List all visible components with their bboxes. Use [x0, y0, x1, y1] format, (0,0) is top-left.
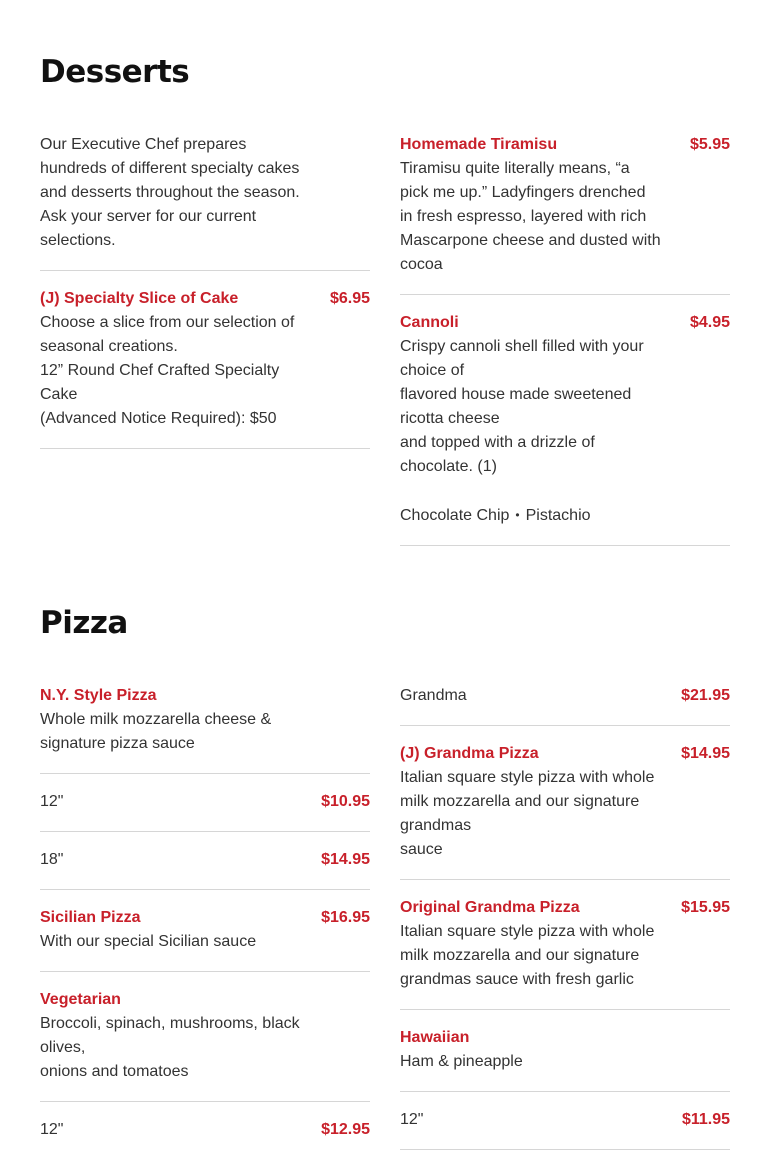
desserts-right-column [400, 133, 730, 562]
menu-item-j-grandma-pizza[interactable] [400, 742, 730, 880]
separator-dot-icon: • [515, 508, 520, 522]
item-description: Crispy cannoli shell filled with your choice of flavored house made sweetened ricotta cheese and topped with a drizzle of chocolate. (1) [400, 338, 644, 475]
desserts-section [40, 52, 730, 552]
option-chocolate-chip[interactable]: Chocolate Chip [400, 507, 510, 524]
item-description: With our special Sicilian sauce [40, 933, 257, 950]
menu-item-specialty-cake[interactable] [40, 287, 370, 449]
item-name: Sicilian Pizza [40, 909, 141, 926]
item-price: $4.95 [689, 314, 730, 331]
item-description: Italian square style pizza with whole milk mozzarella and our signature grandmas sauce [400, 769, 655, 858]
size-row[interactable] [40, 1118, 370, 1142]
menu-item-vegetarian[interactable] [40, 988, 370, 1102]
section-title-desserts: Desserts [40, 54, 190, 90]
item-name: (J) Grandma Pizza [400, 745, 539, 762]
size-label: 18" [40, 851, 64, 868]
item-description: Choose a slice from our selection of seasonal creations. 12” Round Chef Crafted Specialty Cake (Advanced Notice Required): $50 [40, 314, 295, 427]
item-name: Original Grandma Pizza [400, 899, 580, 916]
pizza-section [40, 603, 730, 1142]
option-pistachio[interactable]: Pistachio [525, 507, 591, 524]
item-price: $6.95 [329, 290, 370, 307]
item-description: Whole milk mozzarella cheese & signature pizza sauce [40, 711, 272, 752]
menu-item-cannoli[interactable] [400, 311, 730, 546]
item-description: Ham & pineapple [400, 1053, 523, 1070]
desserts-intro-text: Our Executive Chef prepares hundreds of different specialty cakes and desserts throughout the season. Ask your server for our current selections. [40, 136, 300, 249]
size-label: Grandma [400, 687, 467, 704]
menu-item-ny-style-pizza[interactable] [40, 684, 370, 774]
item-name: Homemade Tiramisu [400, 136, 558, 153]
item-name: Hawaiian [400, 1029, 470, 1046]
item-name: (J) Specialty Slice of Cake [40, 290, 239, 307]
size-price: $11.95 [681, 1111, 730, 1128]
item-description: Tiramisu quite literally means, “a pick me up.” Ladyfingers drenched in fresh espresso, layered with rich Mascarpone cheese and dusted with cocoa [400, 160, 661, 273]
item-price: $16.95 [321, 909, 370, 926]
desserts-intro [40, 133, 370, 271]
pizza-right-column [400, 684, 730, 1166]
size-price: $12.95 [321, 1121, 370, 1138]
menu-item-sicilian-pizza[interactable] [40, 906, 370, 972]
size-row[interactable] [40, 848, 370, 890]
item-name: Cannoli [400, 314, 459, 331]
size-row[interactable] [400, 1108, 730, 1150]
item-name: N.Y. Style Pizza [40, 687, 157, 704]
item-description: Broccoli, spinach, mushrooms, black olives, onions and tomatoes [40, 1015, 300, 1080]
menu-item-hawaiian[interactable] [400, 1026, 730, 1092]
item-name: Vegetarian [40, 991, 121, 1008]
desserts-left-column [40, 133, 370, 465]
size-row-grandma[interactable] [400, 684, 730, 726]
size-label: 12" [40, 793, 64, 810]
item-description: Italian square style pizza with whole milk mozzarella and our signature grandmas sauce with fresh garlic [400, 923, 655, 988]
section-title-pizza: Pizza [40, 605, 128, 641]
size-row[interactable] [40, 790, 370, 832]
item-price: $5.95 [689, 136, 730, 153]
menu-item-tiramisu[interactable] [400, 133, 730, 295]
size-label: 12" [400, 1111, 424, 1128]
pizza-left-column [40, 684, 370, 1142]
item-price: $14.95 [681, 745, 730, 762]
menu-item-original-grandma-pizza[interactable] [400, 896, 730, 1010]
cannoli-options [400, 503, 730, 528]
item-price: $15.95 [681, 899, 730, 916]
size-price: $10.95 [321, 793, 370, 810]
size-price: $21.95 [681, 687, 730, 704]
size-label: 12" [40, 1121, 64, 1138]
size-price: $14.95 [321, 851, 370, 868]
